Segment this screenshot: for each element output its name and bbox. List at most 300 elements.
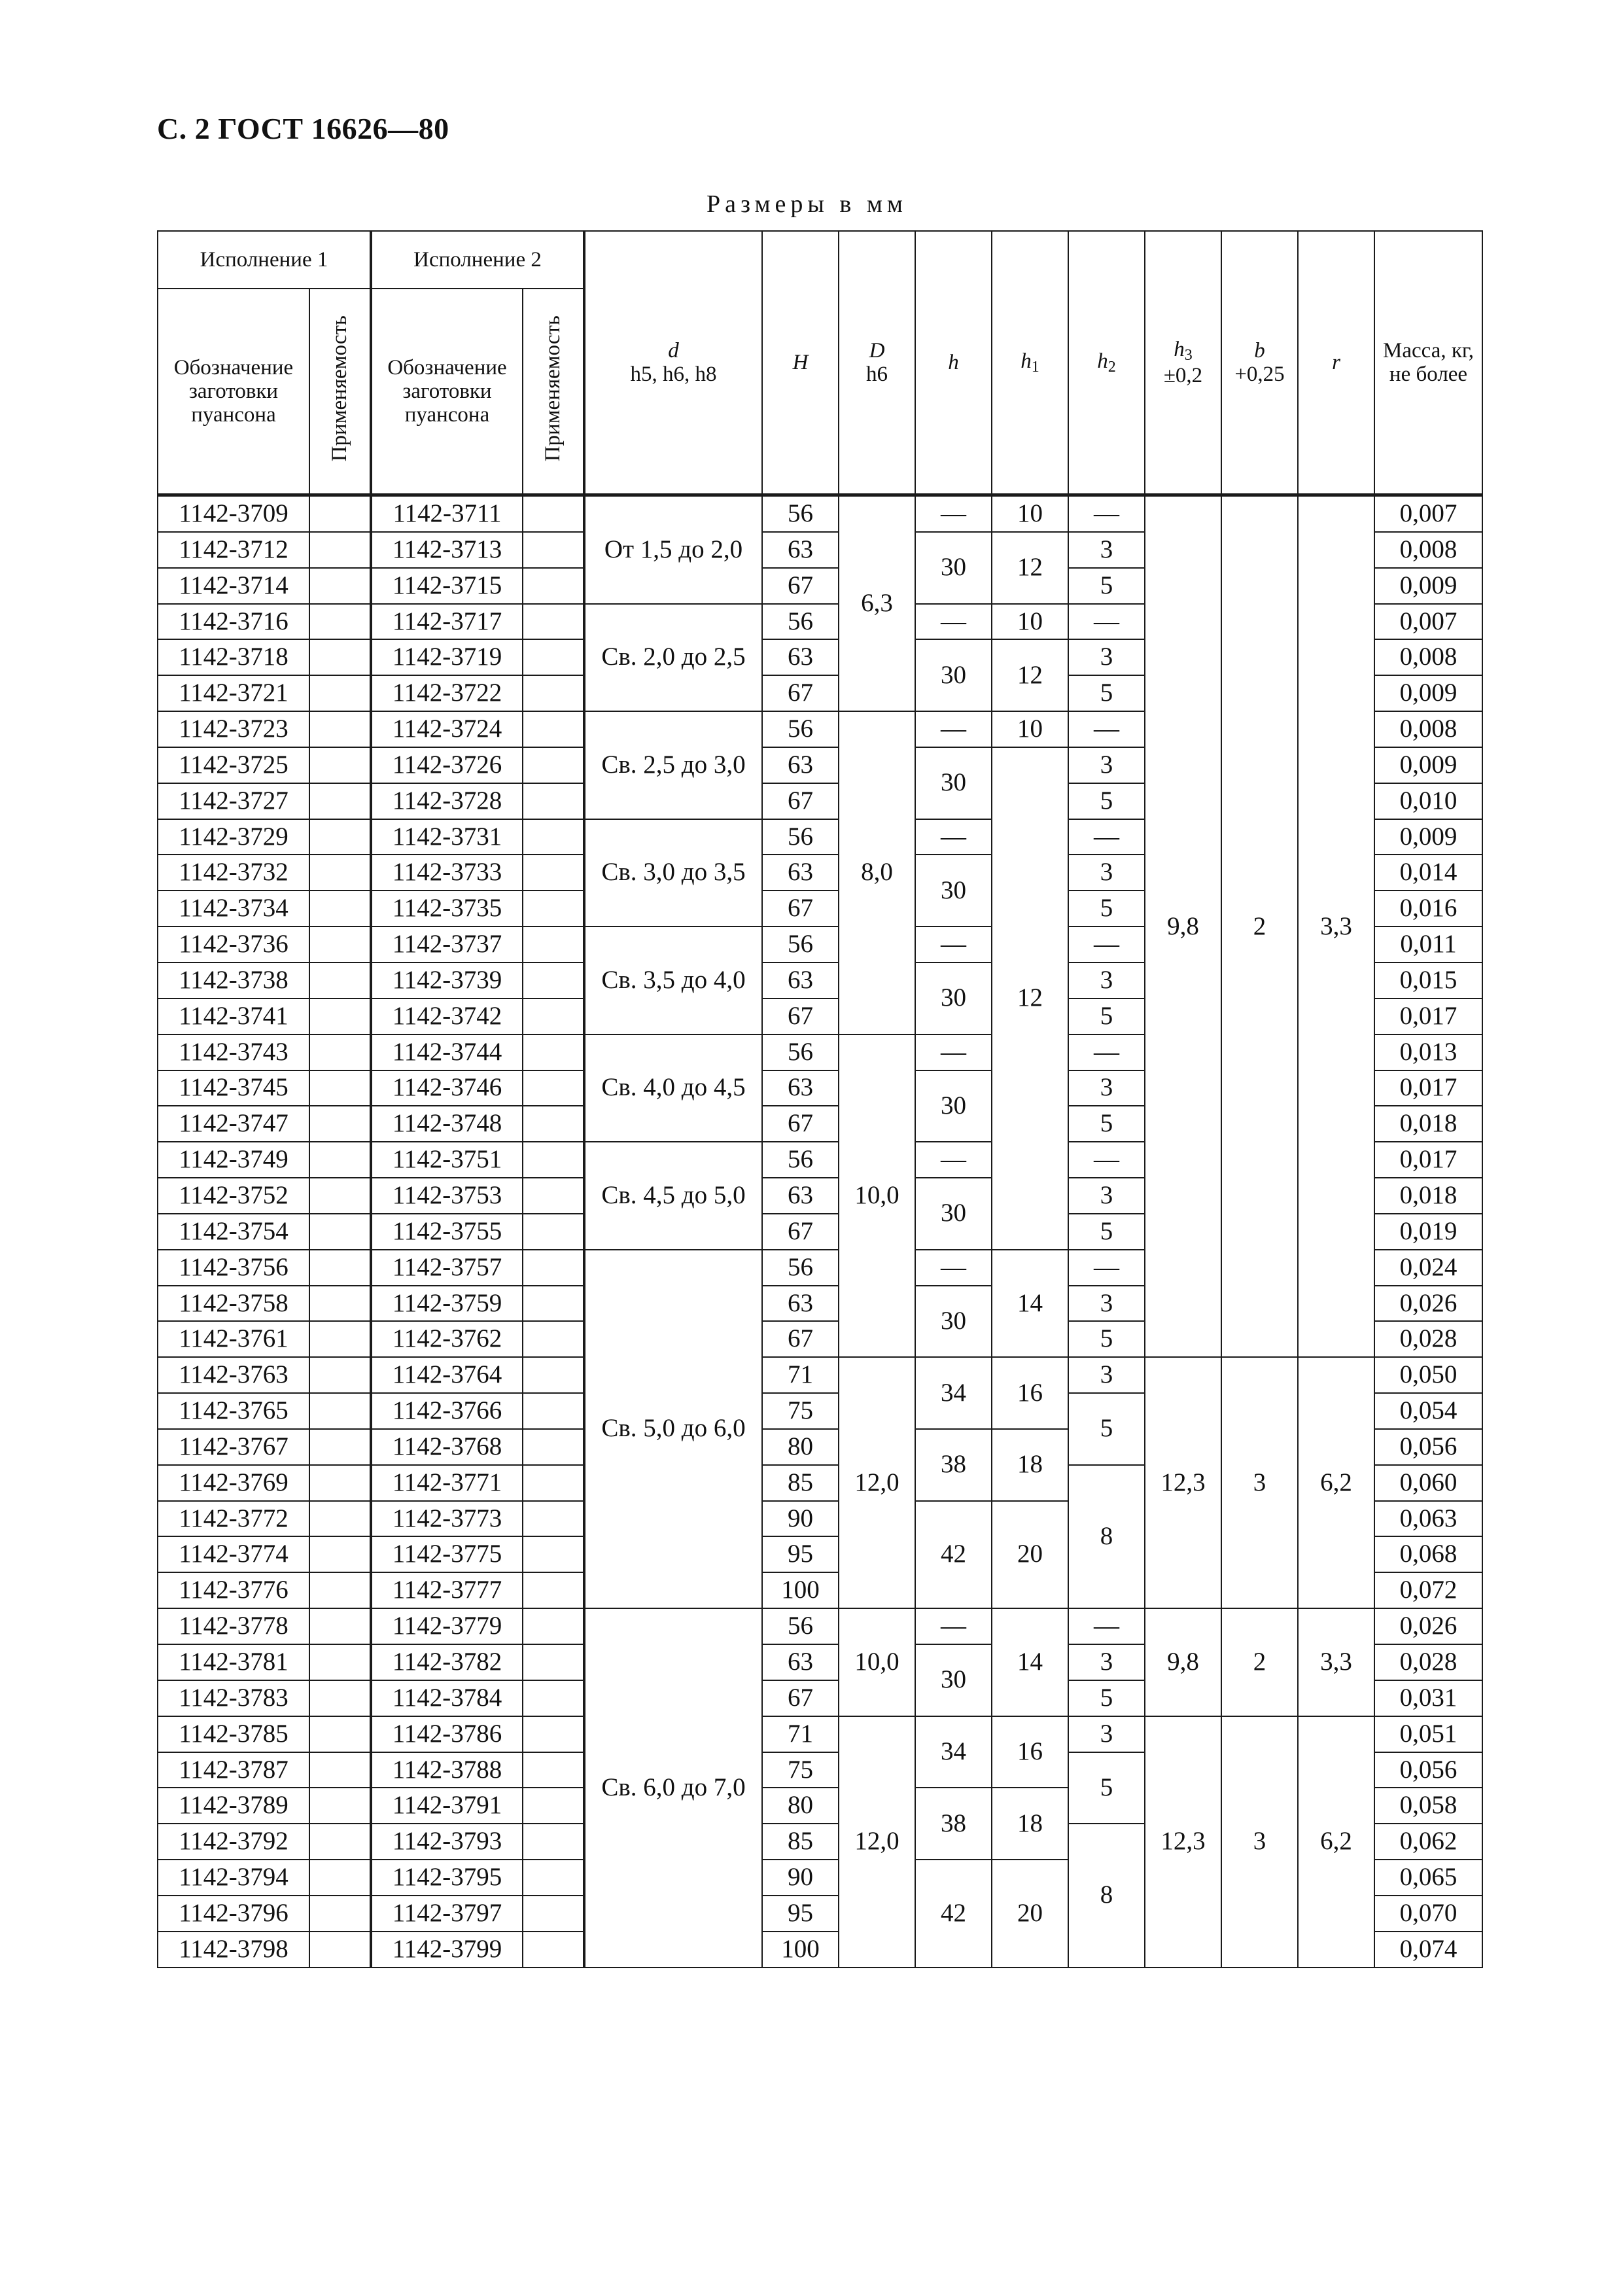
applicability-2-cell <box>523 1465 584 1501</box>
applicability-1-cell <box>309 1536 371 1572</box>
mass-cell: 0,017 <box>1374 1142 1482 1178</box>
designation-1-cell: 1142-3787 <box>158 1752 309 1788</box>
H-cell: 100 <box>762 1572 839 1608</box>
H-cell: 67 <box>762 675 839 711</box>
mass-cell: 0,058 <box>1374 1788 1482 1824</box>
designation-2-cell: 1142-3768 <box>371 1429 523 1465</box>
header-mass: Масса, кг, не более <box>1374 231 1482 495</box>
applicability-2-cell <box>523 1680 584 1716</box>
mass-cell: 0,026 <box>1374 1286 1482 1322</box>
applicability-1-cell <box>309 711 371 747</box>
header-r: r <box>1298 231 1374 495</box>
designation-1-cell: 1142-3732 <box>158 855 309 891</box>
designation-2-cell: 1142-3784 <box>371 1680 523 1716</box>
mass-cell: 0,016 <box>1374 891 1482 927</box>
D-cell: 10,0 <box>839 1608 915 1716</box>
applicability-2-cell <box>523 1214 584 1250</box>
designation-2-cell: 1142-3773 <box>371 1501 523 1537</box>
mass-cell: 0,017 <box>1374 1070 1482 1106</box>
applicability-2-cell <box>523 1178 584 1214</box>
applicability-2-cell <box>523 1142 584 1178</box>
header-designation-2: Обозначение заготовки пуансона <box>371 289 523 495</box>
applicability-2-cell <box>523 783 584 819</box>
designation-2-cell: 1142-3757 <box>371 1250 523 1286</box>
designation-2-cell: 1142-3751 <box>371 1142 523 1178</box>
applicability-1-cell <box>309 1572 371 1608</box>
h2-cell: 3 <box>1068 747 1145 783</box>
designation-2-cell: 1142-3755 <box>371 1214 523 1250</box>
h1-cell: 20 <box>992 1860 1068 1968</box>
mass-cell: 0,065 <box>1374 1860 1482 1896</box>
applicability-1-cell <box>309 604 371 640</box>
designation-1-cell: 1142-3716 <box>158 604 309 640</box>
mass-cell: 0,014 <box>1374 855 1482 891</box>
mass-cell: 0,008 <box>1374 711 1482 747</box>
H-cell: 56 <box>762 1142 839 1178</box>
mass-cell: 0,018 <box>1374 1178 1482 1214</box>
h1-cell: 12 <box>992 532 1068 604</box>
mass-cell: 0,009 <box>1374 675 1482 711</box>
applicability-1-cell <box>309 1286 371 1322</box>
H-cell: 63 <box>762 639 839 675</box>
h-cell: — <box>915 1250 992 1286</box>
b-cell: 3 <box>1221 1716 1298 1968</box>
h-cell: — <box>915 1142 992 1178</box>
designation-2-cell: 1142-3733 <box>371 855 523 891</box>
H-cell: 56 <box>762 927 839 963</box>
designation-2-cell: 1142-3719 <box>371 639 523 675</box>
applicability-2-cell <box>523 1070 584 1106</box>
h2-cell: — <box>1068 819 1145 855</box>
h-cell: 30 <box>915 747 992 819</box>
h2-cell: 5 <box>1068 675 1145 711</box>
mass-cell: 0,018 <box>1374 1106 1482 1142</box>
r-cell: 3,3 <box>1298 1608 1374 1716</box>
h-cell: 38 <box>915 1429 992 1501</box>
h-cell: 30 <box>915 1178 992 1250</box>
mass-cell: 0,060 <box>1374 1465 1482 1501</box>
h2-cell: 3 <box>1068 1357 1145 1393</box>
designation-1-cell: 1142-3794 <box>158 1860 309 1896</box>
applicability-1-cell <box>309 1034 371 1070</box>
h2-cell: 5 <box>1068 1680 1145 1716</box>
h2-cell: 8 <box>1068 1465 1145 1608</box>
header-D: D h6 <box>839 231 915 495</box>
h2-cell: 3 <box>1068 1286 1145 1322</box>
applicability-2-cell <box>523 1536 584 1572</box>
h1-cell: 10 <box>992 495 1068 532</box>
h-cell: 30 <box>915 855 992 927</box>
D-cell: 12,0 <box>839 1357 915 1608</box>
H-cell: 63 <box>762 1178 839 1214</box>
mass-cell: 0,056 <box>1374 1752 1482 1788</box>
H-cell: 95 <box>762 1536 839 1572</box>
designation-2-cell: 1142-3753 <box>371 1178 523 1214</box>
h1-cell: 16 <box>992 1716 1068 1788</box>
h-cell: — <box>915 604 992 640</box>
d-range-cell: Св. 4,5 до 5,0 <box>584 1142 762 1250</box>
h-cell: — <box>915 495 992 532</box>
mass-cell: 0,009 <box>1374 568 1482 604</box>
designation-2-cell: 1142-3793 <box>371 1824 523 1860</box>
H-cell: 67 <box>762 1214 839 1250</box>
mass-cell: 0,017 <box>1374 998 1482 1034</box>
h2-cell: 5 <box>1068 1214 1145 1250</box>
H-cell: 85 <box>762 1465 839 1501</box>
header-h2: $h_2$ <box>1068 231 1145 495</box>
applicability-2-cell <box>523 1644 584 1680</box>
header-group-2: Исполнение 2 <box>371 231 584 289</box>
r-cell: 6,2 <box>1298 1716 1374 1968</box>
applicability-2-cell <box>523 1357 584 1393</box>
H-cell: 75 <box>762 1393 839 1429</box>
mass-cell: 0,074 <box>1374 1932 1482 1968</box>
header-applicability-1: Применяемость <box>309 289 371 495</box>
applicability-1-cell <box>309 1429 371 1465</box>
h2-cell: 3 <box>1068 963 1145 998</box>
H-cell: 63 <box>762 1286 839 1322</box>
h1-cell: 14 <box>992 1608 1068 1716</box>
h3-cell: 9,8 <box>1145 495 1221 1358</box>
applicability-2-cell <box>523 1932 584 1968</box>
designation-1-cell: 1142-3729 <box>158 819 309 855</box>
H-cell: 67 <box>762 1680 839 1716</box>
applicability-1-cell <box>309 1465 371 1501</box>
b-cell: 3 <box>1221 1357 1298 1608</box>
designation-1-cell: 1142-3778 <box>158 1608 309 1644</box>
h-cell: — <box>915 927 992 963</box>
h2-cell: 5 <box>1068 568 1145 604</box>
mass-cell: 0,009 <box>1374 819 1482 855</box>
applicability-2-cell <box>523 1572 584 1608</box>
H-cell: 80 <box>762 1788 839 1824</box>
h2-cell: — <box>1068 604 1145 640</box>
applicability-1-cell <box>309 495 371 532</box>
mass-cell: 0,010 <box>1374 783 1482 819</box>
h-cell: — <box>915 1608 992 1644</box>
h-cell: 30 <box>915 963 992 1034</box>
applicability-1-cell <box>309 819 371 855</box>
mass-cell: 0,007 <box>1374 495 1482 532</box>
h-cell: — <box>915 711 992 747</box>
designation-2-cell: 1142-3771 <box>371 1465 523 1501</box>
h2-cell: 3 <box>1068 1716 1145 1752</box>
designation-2-cell: 1142-3762 <box>371 1321 523 1357</box>
applicability-2-cell <box>523 1716 584 1752</box>
mass-cell: 0,051 <box>1374 1716 1482 1752</box>
b-cell: 2 <box>1221 495 1298 1358</box>
h1-cell: 18 <box>992 1788 1068 1860</box>
h2-cell: 3 <box>1068 639 1145 675</box>
applicability-1-cell <box>309 675 371 711</box>
h2-cell: 3 <box>1068 1644 1145 1680</box>
designation-1-cell: 1142-3709 <box>158 495 309 532</box>
h2-cell: — <box>1068 711 1145 747</box>
designation-1-cell: 1142-3758 <box>158 1286 309 1322</box>
applicability-1-cell <box>309 639 371 675</box>
applicability-2-cell <box>523 855 584 891</box>
designation-1-cell: 1142-3743 <box>158 1034 309 1070</box>
designation-1-cell: 1142-3765 <box>158 1393 309 1429</box>
designation-1-cell: 1142-3749 <box>158 1142 309 1178</box>
h-cell: 30 <box>915 1286 992 1358</box>
d-range-cell: Св. 2,5 до 3,0 <box>584 711 762 819</box>
applicability-1-cell <box>309 891 371 927</box>
designation-1-cell: 1142-3761 <box>158 1321 309 1357</box>
mass-cell: 0,063 <box>1374 1501 1482 1537</box>
h2-cell: 5 <box>1068 1321 1145 1357</box>
designation-1-cell: 1142-3721 <box>158 675 309 711</box>
h2-cell: 8 <box>1068 1824 1145 1967</box>
applicability-2-cell <box>523 639 584 675</box>
designation-1-cell: 1142-3727 <box>158 783 309 819</box>
h-cell: 30 <box>915 639 992 711</box>
h1-cell: 20 <box>992 1501 1068 1609</box>
H-cell: 56 <box>762 1608 839 1644</box>
h-cell: 42 <box>915 1501 992 1609</box>
h-cell: 34 <box>915 1357 992 1429</box>
applicability-1-cell <box>309 568 371 604</box>
designation-1-cell: 1142-3798 <box>158 1932 309 1968</box>
applicability-2-cell <box>523 1752 584 1788</box>
H-cell: 80 <box>762 1429 839 1465</box>
h2-cell: 5 <box>1068 891 1145 927</box>
designation-1-cell: 1142-3774 <box>158 1536 309 1572</box>
H-cell: 67 <box>762 998 839 1034</box>
applicability-2-cell <box>523 675 584 711</box>
dimensions-table <box>157 230 1483 1968</box>
mass-cell: 0,028 <box>1374 1321 1482 1357</box>
h2-cell: 3 <box>1068 1178 1145 1214</box>
mass-cell: 0,008 <box>1374 532 1482 568</box>
applicability-2-cell <box>523 1860 584 1896</box>
applicability-2-cell <box>523 1393 584 1429</box>
applicability-1-cell <box>309 927 371 963</box>
applicability-1-cell <box>309 1680 371 1716</box>
designation-2-cell: 1142-3735 <box>371 891 523 927</box>
H-cell: 56 <box>762 819 839 855</box>
mass-cell: 0,068 <box>1374 1536 1482 1572</box>
applicability-1-cell <box>309 1321 371 1357</box>
designation-1-cell: 1142-3772 <box>158 1501 309 1537</box>
applicability-1-cell <box>309 532 371 568</box>
applicability-2-cell <box>523 747 584 783</box>
r-cell: 3,3 <box>1298 495 1374 1358</box>
H-cell: 90 <box>762 1860 839 1896</box>
applicability-2-cell <box>523 532 584 568</box>
applicability-1-cell <box>309 998 371 1034</box>
designation-1-cell: 1142-3745 <box>158 1070 309 1106</box>
designation-1-cell: 1142-3741 <box>158 998 309 1034</box>
mass-cell: 0,007 <box>1374 604 1482 640</box>
designation-1-cell: 1142-3714 <box>158 568 309 604</box>
H-cell: 95 <box>762 1896 839 1932</box>
designation-2-cell: 1142-3713 <box>371 532 523 568</box>
d-range-cell: Св. 3,5 до 4,0 <box>584 927 762 1034</box>
header-b: b +0,25 <box>1221 231 1298 495</box>
designation-1-cell: 1142-3738 <box>158 963 309 998</box>
designation-2-cell: 1142-3777 <box>371 1572 523 1608</box>
applicability-2-cell <box>523 1788 584 1824</box>
designation-2-cell: 1142-3797 <box>371 1896 523 1932</box>
D-cell: 6,3 <box>839 495 915 712</box>
applicability-1-cell <box>309 747 371 783</box>
designation-2-cell: 1142-3782 <box>371 1644 523 1680</box>
H-cell: 100 <box>762 1932 839 1968</box>
applicability-2-cell <box>523 1321 584 1357</box>
h3-cell: 9,8 <box>1145 1608 1221 1716</box>
applicability-2-cell <box>523 568 584 604</box>
designation-1-cell: 1142-3754 <box>158 1214 309 1250</box>
designation-2-cell: 1142-3788 <box>371 1752 523 1788</box>
h1-cell: 14 <box>992 1250 1068 1358</box>
applicability-2-cell <box>523 1896 584 1932</box>
h3-cell: 12,3 <box>1145 1357 1221 1608</box>
h-cell: 30 <box>915 532 992 604</box>
H-cell: 67 <box>762 891 839 927</box>
h1-cell: 10 <box>992 604 1068 640</box>
applicability-1-cell <box>309 963 371 998</box>
H-cell: 90 <box>762 1501 839 1537</box>
designation-2-cell: 1142-3711 <box>371 495 523 532</box>
designation-1-cell: 1142-3783 <box>158 1680 309 1716</box>
applicability-2-cell <box>523 819 584 855</box>
header-designation-1: Обозначение заготовки пуансона <box>158 289 309 495</box>
table-row <box>158 1357 1482 1393</box>
applicability-1-cell <box>309 1608 371 1644</box>
designation-2-cell: 1142-3786 <box>371 1716 523 1752</box>
applicability-1-cell <box>309 1070 371 1106</box>
header-h3: $h_3$ ±0,2 <box>1145 231 1221 495</box>
table-row <box>158 1716 1482 1752</box>
table-body <box>158 495 1482 1968</box>
designation-1-cell: 1142-3789 <box>158 1788 309 1824</box>
h1-cell: 10 <box>992 711 1068 747</box>
designation-1-cell: 1142-3718 <box>158 639 309 675</box>
designation-2-cell: 1142-3799 <box>371 1932 523 1968</box>
h2-cell: 5 <box>1068 1393 1145 1465</box>
h-cell: 30 <box>915 1644 992 1716</box>
mass-cell: 0,026 <box>1374 1608 1482 1644</box>
H-cell: 75 <box>762 1752 839 1788</box>
designation-1-cell: 1142-3725 <box>158 747 309 783</box>
designation-2-cell: 1142-3715 <box>371 568 523 604</box>
applicability-2-cell <box>523 1106 584 1142</box>
H-cell: 63 <box>762 855 839 891</box>
designation-1-cell: 1142-3756 <box>158 1250 309 1286</box>
applicability-1-cell <box>309 1106 371 1142</box>
mass-cell: 0,019 <box>1374 1214 1482 1250</box>
mass-cell: 0,009 <box>1374 747 1482 783</box>
applicability-1-cell <box>309 1393 371 1429</box>
applicability-2-cell <box>523 1824 584 1860</box>
units-caption: Размеры в мм <box>707 190 907 218</box>
applicability-1-cell <box>309 1250 371 1286</box>
d-range-cell: От 1,5 до 2,0 <box>584 495 762 604</box>
D-cell: 8,0 <box>839 711 915 1034</box>
d-range-cell: Св. 4,0 до 4,5 <box>584 1034 762 1142</box>
mass-cell: 0,050 <box>1374 1357 1482 1393</box>
designation-2-cell: 1142-3791 <box>371 1788 523 1824</box>
H-cell: 67 <box>762 1321 839 1357</box>
applicability-2-cell <box>523 998 584 1034</box>
H-cell: 56 <box>762 1034 839 1070</box>
designation-1-cell: 1142-3769 <box>158 1465 309 1501</box>
applicability-2-cell <box>523 1608 584 1644</box>
applicability-1-cell <box>309 1214 371 1250</box>
header-H: H <box>762 231 839 495</box>
h1-cell: 12 <box>992 747 1068 1250</box>
h2-cell: 5 <box>1068 1752 1145 1824</box>
designation-1-cell: 1142-3763 <box>158 1357 309 1393</box>
h-cell: 38 <box>915 1788 992 1860</box>
designation-1-cell: 1142-3792 <box>158 1824 309 1860</box>
H-cell: 71 <box>762 1716 839 1752</box>
h2-cell: 5 <box>1068 783 1145 819</box>
mass-cell: 0,011 <box>1374 927 1482 963</box>
designation-1-cell: 1142-3734 <box>158 891 309 927</box>
applicability-2-cell <box>523 891 584 927</box>
designation-2-cell: 1142-3717 <box>371 604 523 640</box>
h2-cell: 3 <box>1068 532 1145 568</box>
h-cell: — <box>915 819 992 855</box>
H-cell: 56 <box>762 495 839 532</box>
header-group-1: Исполнение 1 <box>158 231 371 289</box>
header-d: d h5, h6, h8 <box>584 231 762 495</box>
d-range-cell: Св. 3,0 до 3,5 <box>584 819 762 927</box>
h2-cell: — <box>1068 927 1145 963</box>
h1-cell: 12 <box>992 639 1068 711</box>
r-cell: 6,2 <box>1298 1357 1374 1608</box>
H-cell: 63 <box>762 1070 839 1106</box>
h2-cell: — <box>1068 1034 1145 1070</box>
applicability-2-cell <box>523 604 584 640</box>
H-cell: 67 <box>762 1106 839 1142</box>
mass-cell: 0,008 <box>1374 639 1482 675</box>
mass-cell: 0,013 <box>1374 1034 1482 1070</box>
h-cell: 42 <box>915 1860 992 1968</box>
designation-2-cell: 1142-3795 <box>371 1860 523 1896</box>
designation-2-cell: 1142-3764 <box>371 1357 523 1393</box>
designation-1-cell: 1142-3723 <box>158 711 309 747</box>
mass-cell: 0,031 <box>1374 1680 1482 1716</box>
applicability-1-cell <box>309 1142 371 1178</box>
header-h: h <box>915 231 992 495</box>
mass-cell: 0,070 <box>1374 1896 1482 1932</box>
h-cell: — <box>915 1034 992 1070</box>
h2-cell: 3 <box>1068 855 1145 891</box>
applicability-1-cell <box>309 855 371 891</box>
applicability-2-cell <box>523 927 584 963</box>
designation-1-cell: 1142-3767 <box>158 1429 309 1465</box>
designation-1-cell: 1142-3752 <box>158 1178 309 1214</box>
D-cell: 12,0 <box>839 1716 915 1968</box>
designation-1-cell: 1142-3736 <box>158 927 309 963</box>
designation-1-cell: 1142-3747 <box>158 1106 309 1142</box>
h2-cell: 5 <box>1068 1106 1145 1142</box>
page-header: С. 2 ГОСТ 16626—80 <box>157 112 449 145</box>
H-cell: 63 <box>762 747 839 783</box>
applicability-1-cell <box>309 1716 371 1752</box>
applicability-1-cell <box>309 1501 371 1537</box>
h2-cell: — <box>1068 1608 1145 1644</box>
mass-cell: 0,062 <box>1374 1824 1482 1860</box>
designation-1-cell: 1142-3785 <box>158 1716 309 1752</box>
h2-cell: 5 <box>1068 998 1145 1034</box>
b-cell: 2 <box>1221 1608 1298 1716</box>
applicability-1-cell <box>309 1644 371 1680</box>
designation-2-cell: 1142-3746 <box>371 1070 523 1106</box>
